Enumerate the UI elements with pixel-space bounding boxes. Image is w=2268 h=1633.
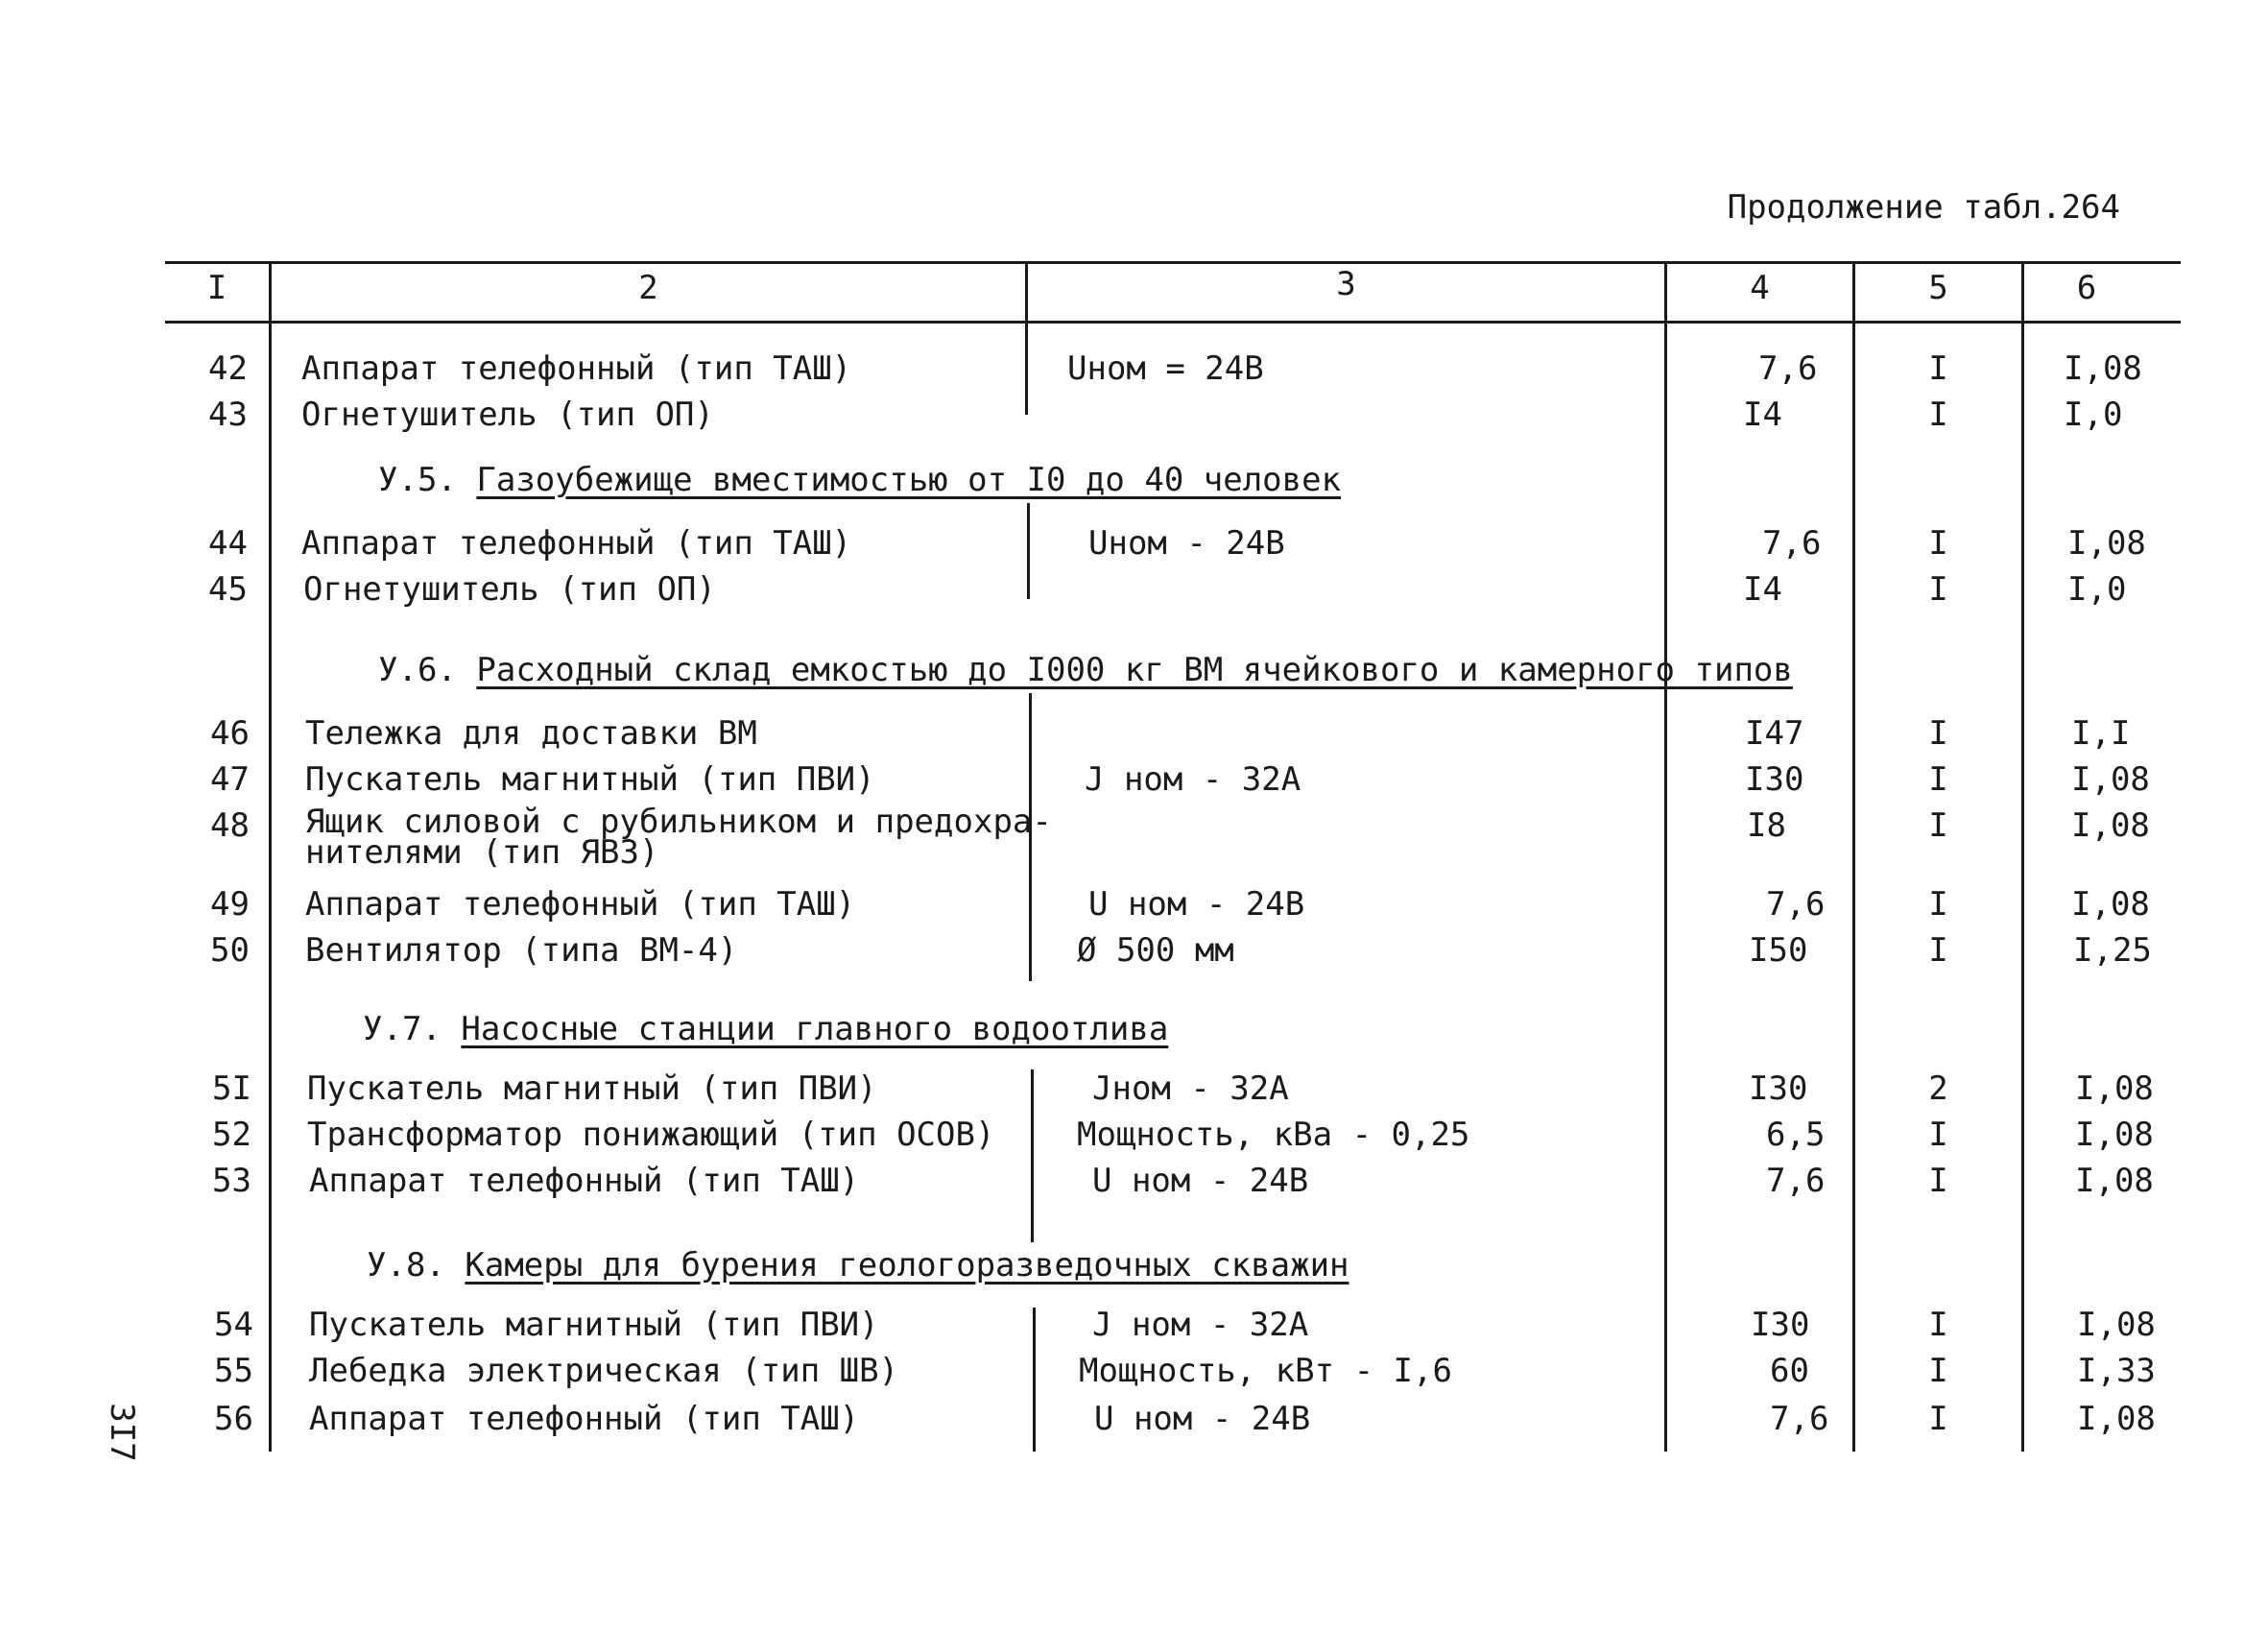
item-name: Огнетушитель (тип ОП) xyxy=(303,570,716,609)
item-parameter: Jном - 32А xyxy=(1092,1069,1289,1108)
column-divider-2-seg-a xyxy=(1025,321,1028,415)
col4-value: I30 xyxy=(1751,1306,1810,1344)
item-parameter: J ном - 32А xyxy=(1092,1306,1309,1344)
item-parameter: Мощность, кВт - I,6 xyxy=(1079,1352,1452,1390)
item-name: Аппарат телефонный (тип ТАШ) xyxy=(309,1400,860,1438)
column-divider-2-seg-b xyxy=(1027,503,1030,599)
col5-value: I xyxy=(1928,1400,1948,1438)
col4-value: 7,6 xyxy=(1762,524,1822,563)
row-number: 53 xyxy=(212,1162,251,1200)
item-parameter: Uном = 24В xyxy=(1067,349,1264,388)
item-parameter: U ном - 24В xyxy=(1094,1400,1311,1438)
row-number: 42 xyxy=(208,349,248,388)
col5-value: I xyxy=(1928,396,1948,434)
col6-value: I,08 xyxy=(2071,760,2150,799)
col6-value: I,08 xyxy=(2077,1306,2156,1344)
header-bottom-rule xyxy=(165,321,2181,324)
row-number: 46 xyxy=(210,714,250,753)
column-divider-1 xyxy=(269,261,272,1452)
col5-value: I xyxy=(1928,760,1948,799)
item-name: Огнетушитель (тип ОП) xyxy=(301,396,714,434)
section-title: Расходный склад емкостью до I000 кг ВМ ячейкового и камерного типов xyxy=(476,651,1793,689)
section-number: У.8. xyxy=(367,1246,445,1285)
item-name: Аппарат телефонный (тип ТАШ) xyxy=(301,524,852,563)
column-divider-2-seg-e xyxy=(1033,1308,1036,1452)
col5-value: I xyxy=(1928,1116,1948,1154)
column-divider-2-seg-d xyxy=(1031,1069,1034,1242)
header-col-3: 3 xyxy=(1336,265,1356,303)
col5-value: I xyxy=(1928,524,1948,563)
col6-value: I,08 xyxy=(2067,524,2146,563)
item-parameter: Ø 500 мм xyxy=(1077,931,1234,970)
table-continuation-caption: Продолжение табл.264 xyxy=(1727,188,2120,227)
item-name: Лебедка электрическая (тип ШВ) xyxy=(309,1352,899,1390)
row-number: 47 xyxy=(210,760,250,799)
col4-value: 7,6 xyxy=(1766,885,1826,924)
row-number: 48 xyxy=(210,806,250,845)
col4-value: 7,6 xyxy=(1766,1162,1826,1200)
col6-value: I,25 xyxy=(2073,931,2152,970)
header-col-2: 2 xyxy=(638,269,658,307)
col4-value: 7,6 xyxy=(1758,349,1818,388)
item-parameter: U ном - 24В xyxy=(1088,885,1305,924)
item-name: Тележка для доставки ВМ xyxy=(305,714,757,753)
col5-value: I xyxy=(1928,1162,1948,1200)
col5-value: I xyxy=(1928,570,1948,609)
column-divider-3 xyxy=(1664,261,1667,1452)
col6-value: I,08 xyxy=(2075,1069,2154,1108)
item-parameter: Uном - 24В xyxy=(1088,524,1285,563)
row-number: 52 xyxy=(212,1116,251,1154)
header-col-5: 5 xyxy=(1928,269,1948,307)
col5-value: I xyxy=(1928,1306,1948,1344)
section-heading xyxy=(363,1010,1168,1048)
column-divider-5 xyxy=(2021,261,2024,1452)
col6-value: I,33 xyxy=(2077,1352,2156,1390)
col6-value: I,08 xyxy=(2071,806,2150,845)
section-heading xyxy=(367,1246,1349,1285)
item-name: Пускатель магнитный (тип ПВИ) xyxy=(305,760,875,799)
row-number: 55 xyxy=(214,1352,253,1390)
col5-value: I xyxy=(1928,714,1948,753)
item-name: Трансформатор понижающий (тип ОСОВ) xyxy=(307,1116,995,1154)
section-title: Насосные станции главного водоотлива xyxy=(461,1010,1169,1048)
section-number: У.6. xyxy=(378,651,457,689)
col4-value: I50 xyxy=(1749,931,1808,970)
col6-value: I,0 xyxy=(2064,396,2123,434)
row-number: 54 xyxy=(214,1306,253,1344)
header-col-6: 6 xyxy=(2076,269,2097,307)
col5-value: I xyxy=(1928,806,1948,845)
col4-value: 60 xyxy=(1770,1352,1809,1390)
header-col-1: I xyxy=(206,269,227,307)
table-top-rule xyxy=(165,261,2181,264)
item-parameter: Мощность, кВа - 0,25 xyxy=(1077,1116,1470,1154)
col5-value: I xyxy=(1928,885,1948,924)
row-number: 45 xyxy=(208,570,248,609)
page-number: 3I7 xyxy=(103,1403,141,1462)
col5-value: I xyxy=(1928,1352,1948,1390)
col4-value: I30 xyxy=(1745,760,1804,799)
row-number: 5I xyxy=(212,1069,251,1108)
item-name: Ящик силовой с рубильником и предохра- xyxy=(305,803,1052,841)
col4-value: I47 xyxy=(1745,714,1804,753)
row-number: 44 xyxy=(208,524,248,563)
item-parameter: U ном - 24В xyxy=(1092,1162,1309,1200)
section-number: У.7. xyxy=(363,1010,442,1048)
section-number: У.5. xyxy=(378,461,457,499)
item-name: Вентилятор (типа ВМ-4) xyxy=(305,931,738,970)
col6-value: I,I xyxy=(2071,714,2131,753)
item-parameter: J ном - 32А xyxy=(1085,760,1301,799)
section-heading xyxy=(378,461,1341,499)
item-name: Аппарат телефонный (тип ТАШ) xyxy=(305,885,856,924)
row-number: 43 xyxy=(208,396,248,434)
col4-value: I4 xyxy=(1743,570,1782,609)
col5-value: I xyxy=(1928,931,1948,970)
row-number: 50 xyxy=(210,931,250,970)
col6-value: I,08 xyxy=(2071,885,2150,924)
col4-value: 7,6 xyxy=(1770,1400,1829,1438)
col6-value: I,08 xyxy=(2075,1162,2154,1200)
item-name-continuation: нителями (тип ЯВЗ) xyxy=(305,833,659,872)
equipment-table xyxy=(165,261,2181,1452)
item-name: Аппарат телефонный (тип ТАШ) xyxy=(309,1162,860,1200)
col5-value: I xyxy=(1928,349,1948,388)
col4-value: I4 xyxy=(1743,396,1782,434)
col4-value: I30 xyxy=(1749,1069,1808,1108)
column-divider-4 xyxy=(1852,261,1855,1452)
section-title: Камеры для бурения геологоразведочных скважин xyxy=(465,1246,1349,1285)
row-number: 49 xyxy=(210,885,250,924)
item-name: Пускатель магнитный (тип ПВИ) xyxy=(307,1069,877,1108)
col6-value: I,08 xyxy=(2064,349,2142,388)
col4-value: I8 xyxy=(1747,806,1786,845)
col6-value: I,08 xyxy=(2075,1116,2154,1154)
col4-value: 6,5 xyxy=(1766,1116,1826,1154)
section-heading xyxy=(378,651,1793,689)
row-number: 56 xyxy=(214,1400,253,1438)
header-col-4: 4 xyxy=(1750,269,1770,307)
item-name: Пускатель магнитный (тип ПВИ) xyxy=(309,1306,879,1344)
col6-value: I,08 xyxy=(2077,1400,2156,1438)
col5-value: 2 xyxy=(1928,1069,1948,1108)
item-name: Аппарат телефонный (тип ТАШ) xyxy=(301,349,852,388)
col6-value: I,0 xyxy=(2067,570,2127,609)
section-title: Газоубежище вместимостью от I0 до 40 человек xyxy=(476,461,1342,499)
